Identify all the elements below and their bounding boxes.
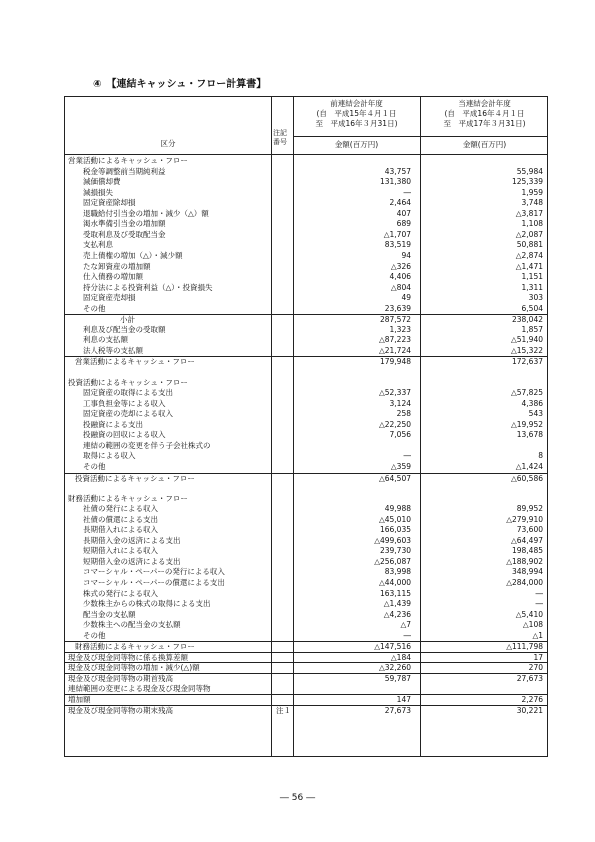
table-row xyxy=(65,515,547,526)
prev-year-value: 83,519 xyxy=(384,240,411,250)
prev-year-value: 166,035 xyxy=(379,525,411,535)
row-label: その他 xyxy=(83,303,106,313)
curr-year-value: 1,959 xyxy=(521,187,543,197)
row-label: 長期借入金の返済による支出 xyxy=(83,535,181,545)
prev-year-value: 49 xyxy=(401,293,411,303)
curr-year-value: △51,940 xyxy=(510,335,543,345)
prev-year-value: △7 xyxy=(400,620,411,630)
curr-year-value: 1,108 xyxy=(521,219,543,229)
curr-year-value: △1,424 xyxy=(515,461,543,471)
table-row xyxy=(65,483,547,494)
curr-year-value: 543 xyxy=(528,409,543,419)
prev-year-value: △22,250 xyxy=(378,419,411,429)
table-row xyxy=(65,335,547,346)
prev-year-value: 3,124 xyxy=(389,398,411,408)
prev-year-value: △45,010 xyxy=(378,514,411,524)
curr-year-value: 238,042 xyxy=(511,315,543,325)
curr-year-value: 8 xyxy=(538,451,543,461)
table-row xyxy=(65,705,547,717)
prev-year-value: △1,439 xyxy=(383,599,411,609)
table-row xyxy=(65,557,547,568)
prev-year-value: 43,757 xyxy=(384,166,411,176)
table-row xyxy=(65,272,547,283)
column-header-kubun: 区分 xyxy=(160,139,176,148)
prev-year-value: 2,464 xyxy=(389,198,411,208)
row-label: 増加額 xyxy=(68,695,91,705)
row-label: 工事負担金等による収入 xyxy=(83,398,166,408)
prev-year-value: 83,998 xyxy=(384,567,411,577)
row-label: 支払利息 xyxy=(83,240,113,250)
row-label: コマーシャル・ペーパーの償還による支出 xyxy=(83,578,225,587)
table-row xyxy=(65,367,547,378)
table-row xyxy=(65,240,547,251)
prev-year-value: 131,380 xyxy=(379,177,411,187)
row-label: 受取利息及び受取配当金 xyxy=(83,229,166,239)
curr-year-value: △19,952 xyxy=(510,419,543,429)
table-row xyxy=(65,388,547,399)
table-row xyxy=(65,156,547,167)
row-label: コマーシャル・ペーパーの発行による収入 xyxy=(83,567,225,577)
table-row xyxy=(65,399,547,410)
curr-year-value: 1,311 xyxy=(521,282,543,292)
curr-year-value: △1,471 xyxy=(515,261,543,271)
curr-year-value: 270 xyxy=(528,663,543,673)
prev-year-to: 至 平成16年３月31日) xyxy=(315,119,398,128)
prev-year-value: ― xyxy=(403,187,411,197)
table-row xyxy=(65,262,547,273)
table-row xyxy=(65,441,547,452)
table-row xyxy=(65,188,547,199)
cash-flow-table xyxy=(64,96,548,757)
table-row xyxy=(65,378,547,389)
row-label: 税金等調整前当期純利益 xyxy=(83,166,166,176)
prev-year-value: △4,236 xyxy=(383,609,411,619)
row-label: 連結の範囲の変更を伴う子会社株式の xyxy=(83,440,211,450)
prev-year-from: (自 平成15年４月１日 xyxy=(316,109,397,118)
curr-year-value: △15,322 xyxy=(510,345,543,355)
curr-year-value: △111,798 xyxy=(506,642,543,652)
row-label: 短期借入金の返済による支出 xyxy=(83,556,181,566)
row-label: 持分法による投資利益（△）・投資損失 xyxy=(83,282,213,292)
table-row xyxy=(65,209,547,220)
row-label: 仕入債務の増加額 xyxy=(83,272,143,282)
prev-year-value: △499,603 xyxy=(374,535,411,545)
table-row xyxy=(65,177,547,188)
prev-year-value: △21,724 xyxy=(378,345,411,355)
row-label: 営業活動によるキャッシュ・フロー xyxy=(75,357,195,367)
row-label: 法人税等の支払額 xyxy=(83,345,143,355)
table-row xyxy=(65,567,547,578)
table-row xyxy=(65,230,547,241)
table-row xyxy=(65,504,547,515)
table-row xyxy=(65,578,547,589)
row-label: 財務活動によるキャッシュ・フロー xyxy=(75,642,195,652)
row-label: 投資活動によるキャッシュ・フロー xyxy=(75,473,195,483)
row-label: 現金及び現金同等物の期首残高 xyxy=(68,673,173,683)
prev-year-value: 163,115 xyxy=(379,588,411,598)
prev-year-value: 407 xyxy=(396,208,411,218)
prev-year-value: 147 xyxy=(396,695,411,705)
table-row xyxy=(65,589,547,600)
row-label: 投融資の回収による収入 xyxy=(83,430,166,440)
curr-year-value: △3,817 xyxy=(515,208,543,218)
curr-year-value: ― xyxy=(535,588,543,598)
table-row xyxy=(65,546,547,557)
curr-year-value: 303 xyxy=(528,293,543,303)
prev-year-value: 239,730 xyxy=(379,546,411,556)
prev-year-value: △804 xyxy=(390,282,411,292)
table-row xyxy=(65,325,547,336)
prev-year-value: △87,223 xyxy=(378,335,411,345)
row-label: 利息及び配当金の受取額 xyxy=(83,324,166,334)
prev-year-value: 258 xyxy=(396,409,411,419)
table-row xyxy=(65,198,547,209)
curr-year-value: 172,637 xyxy=(511,357,543,367)
curr-year-value: 13,678 xyxy=(516,430,543,440)
row-label: 株式の発行による収入 xyxy=(83,588,158,598)
curr-year-value: 1,857 xyxy=(521,324,543,334)
table-row xyxy=(65,536,547,547)
row-note: 注１ xyxy=(276,705,291,715)
prev-year-value: 23,639 xyxy=(384,303,411,313)
row-label: 取得による収入 xyxy=(83,451,136,461)
page-number: ― 56 ― xyxy=(279,793,316,803)
table-row xyxy=(65,599,547,610)
table-row xyxy=(65,430,547,441)
prev-year-value: 59,787 xyxy=(384,673,411,683)
row-label: 財務活動によるキャッシュ・フロー xyxy=(68,493,188,503)
row-label: 社債の発行による収入 xyxy=(83,504,158,514)
row-label: 固定資産の売却による収入 xyxy=(83,409,173,419)
table-row xyxy=(65,684,547,695)
table-row xyxy=(65,409,547,420)
curr-year-value: △108 xyxy=(522,620,543,630)
table-row xyxy=(65,283,547,294)
curr-year-value: 55,984 xyxy=(516,166,543,176)
curr-year-from: (自 平成16年４月１日 xyxy=(444,109,525,118)
row-label: たな卸資産の増加額 xyxy=(83,261,151,271)
row-label: 小計 xyxy=(120,315,135,325)
curr-year-value: 89,952 xyxy=(516,504,543,514)
row-label: 現金及び現金同等物の増加・減少(△)額 xyxy=(68,663,200,673)
prev-year-value: 7,056 xyxy=(389,430,411,440)
curr-year-value: 198,485 xyxy=(511,546,543,556)
curr-year-value: 1,151 xyxy=(521,272,543,282)
row-label: 減価償却費 xyxy=(83,177,121,187)
table-row xyxy=(65,462,547,473)
prev-year-value: △64,507 xyxy=(378,473,411,483)
curr-year-value: △2,874 xyxy=(515,250,543,260)
curr-year-value: △2,087 xyxy=(515,229,543,239)
prev-year-value: ― xyxy=(403,451,411,461)
row-label: 固定資産売却損 xyxy=(83,293,136,303)
curr-year-value: △279,910 xyxy=(506,514,543,524)
header-bottom-line xyxy=(65,154,547,155)
curr-year-to: 至 平成17年３月31日) xyxy=(443,119,526,128)
prev-year-value: △52,337 xyxy=(378,388,411,398)
curr-year-value: 73,600 xyxy=(516,525,543,535)
curr-year-value: 2,276 xyxy=(521,695,543,705)
curr-year-value: △1 xyxy=(532,630,543,640)
table-row xyxy=(65,167,547,178)
curr-year-value: 30,221 xyxy=(516,705,543,715)
curr-year-value: ― xyxy=(535,599,543,609)
curr-year-value: △188,902 xyxy=(506,556,543,566)
row-label: 長期借入れによる収入 xyxy=(83,525,158,535)
curr-year-value: △64,497 xyxy=(510,535,543,545)
curr-year-value: △57,825 xyxy=(510,388,543,398)
table-row xyxy=(65,494,547,505)
prev-year-value: △1,707 xyxy=(383,229,411,239)
prev-year-value: △32,260 xyxy=(378,663,411,673)
prev-year-value: ― xyxy=(403,630,411,640)
prev-year-value: 179,948 xyxy=(379,357,411,367)
page-heading: ④ 【連結キャッシュ・フロー計算書】 xyxy=(93,79,267,90)
curr-year-value: 348,994 xyxy=(511,567,543,577)
table-row xyxy=(65,525,547,536)
row-label: 連結範囲の変更による現金及び現金同等物 xyxy=(68,683,211,693)
curr-year-value: 4,386 xyxy=(521,398,543,408)
row-label: 投融資による支出 xyxy=(83,419,143,429)
prev-year-title: 前連結会計年度 xyxy=(330,99,383,108)
row-label: 固定資産の取得による支出 xyxy=(83,388,173,398)
table-row xyxy=(65,420,547,431)
row-label: 利息の支払額 xyxy=(83,335,128,345)
table-row xyxy=(65,620,547,631)
row-label: 短期借入れによる収入 xyxy=(83,546,158,556)
row-label: 投資活動によるキャッシュ・フロー xyxy=(68,377,188,387)
curr-unit-label: 金額(百万円) xyxy=(462,140,507,149)
row-label: 減損損失 xyxy=(83,187,113,197)
prev-year-value: 1,323 xyxy=(389,324,411,334)
row-label: 退職給付引当金の増加・減少（△）額 xyxy=(83,208,209,218)
curr-year-value: △5,410 xyxy=(515,609,543,619)
column-header-note: 注記 番号 xyxy=(273,129,287,146)
row-label: 売上債権の増加（△）・減少額 xyxy=(83,250,183,260)
row-label: 配当金の支払額 xyxy=(83,609,136,619)
curr-year-value: 17 xyxy=(533,652,543,662)
table-row xyxy=(65,610,547,621)
table-row xyxy=(65,346,547,357)
table-row xyxy=(65,219,547,230)
row-label: その他 xyxy=(83,630,106,640)
row-label: 渇水準備引当金の増加額 xyxy=(83,219,166,229)
row-label: 現金及び現金同等物に係る換算差額 xyxy=(68,652,188,662)
curr-year-value: 125,339 xyxy=(511,177,543,187)
prev-year-value: 49,988 xyxy=(384,504,411,514)
prev-year-value: △44,000 xyxy=(378,578,411,587)
table-row xyxy=(65,304,547,315)
prev-year-value: △256,087 xyxy=(374,556,411,566)
row-label: その他 xyxy=(83,461,106,471)
curr-year-value: 3,748 xyxy=(521,198,543,208)
curr-year-value: △284,000 xyxy=(506,578,543,587)
row-label: 少数株主への配当金の支払額 xyxy=(83,620,181,630)
curr-year-value: △60,586 xyxy=(510,473,543,483)
prev-year-value: 94 xyxy=(401,250,411,260)
prev-year-value: 287,572 xyxy=(379,315,411,325)
curr-year-title: 当連結会計年度 xyxy=(458,99,511,108)
row-label: 営業活動によるキャッシュ・フロー xyxy=(68,156,188,165)
row-label: 現金及び現金同等物の期末残高 xyxy=(68,705,173,715)
table-row xyxy=(65,631,547,642)
prev-year-value: △184 xyxy=(390,652,411,662)
prev-year-value: 27,673 xyxy=(384,705,411,715)
table-row xyxy=(65,451,547,462)
row-label: 社債の償還による支出 xyxy=(83,514,158,524)
table-row xyxy=(65,251,547,262)
prev-unit-label: 金額(百万円) xyxy=(334,140,379,149)
prev-year-value: △147,516 xyxy=(374,642,411,652)
curr-year-value: 27,673 xyxy=(516,673,543,683)
prev-year-value: △359 xyxy=(390,461,411,471)
curr-year-value: 6,504 xyxy=(521,303,543,313)
row-label: 固定資産除却損 xyxy=(83,198,136,208)
row-label: 少数株主からの株式の取得による支出 xyxy=(83,599,211,609)
prev-year-value: 4,406 xyxy=(389,272,411,282)
prev-year-value: △326 xyxy=(390,261,411,271)
curr-year-value: 50,881 xyxy=(516,240,543,250)
table-row xyxy=(65,293,547,304)
header-unit-line xyxy=(293,136,547,137)
prev-year-value: 689 xyxy=(396,219,411,229)
